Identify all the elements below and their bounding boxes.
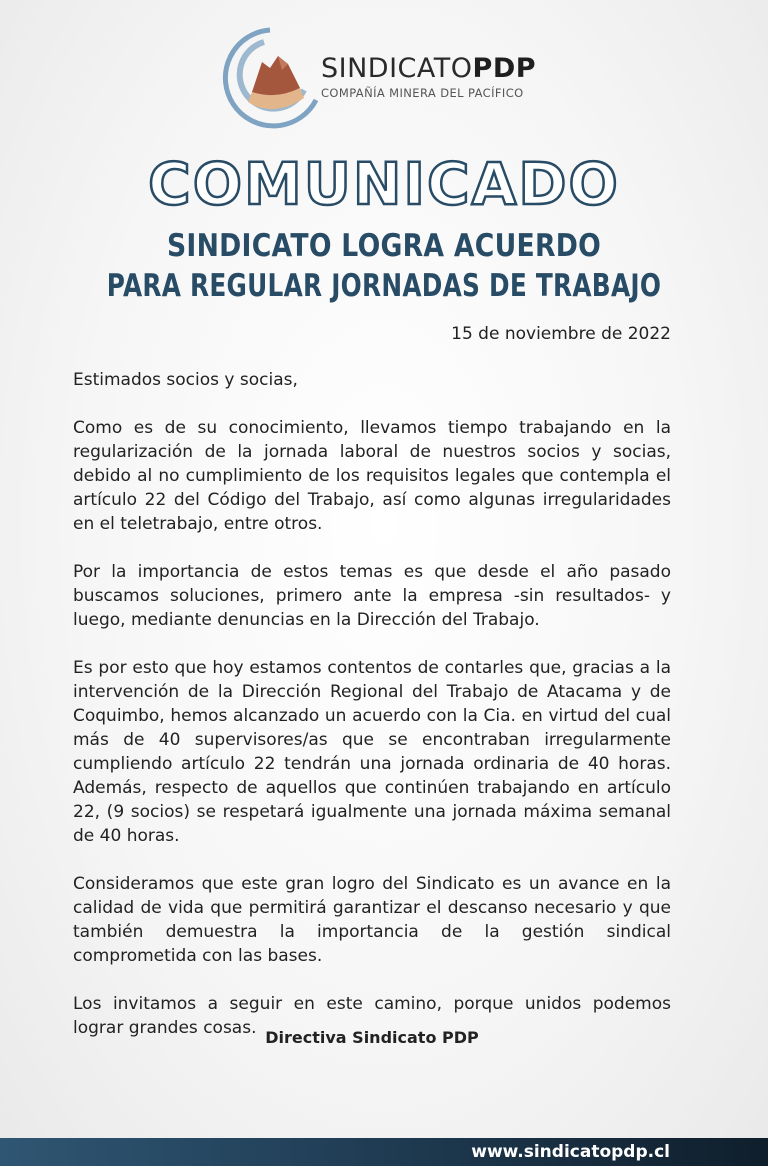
footer-bar xyxy=(0,1138,768,1166)
page-title: COMUNICADO xyxy=(148,150,620,218)
letter-body xyxy=(73,322,671,1040)
footer-website-link[interactable]: www.sindicatopdp.cl xyxy=(471,1142,670,1162)
paragraph-4: Consideramos que este gran logro del Sindicato es un avance en la calidad de vida que permitirá garantizar el descanso necesario y que también demuestra la importancia de la gestión sindical comprometida con las bases. xyxy=(73,874,671,966)
paragraph-1: Como es de su conocimiento, llevamos tiempo trabajando en la regularización de la jornada laboral de nuestros socios y socias, debido al no cumplimiento de los requisitos legales que contempla el artículo 22 del Código del Trabajo, así como algunas irregularidades en el teletrabajo, entre otros. xyxy=(73,418,671,534)
mountain-logo-icon xyxy=(218,26,318,130)
logo xyxy=(218,26,538,130)
paragraph-5: Los invitamos a seguir en este camino, porque unidos podemos lograr grandes cosas. xyxy=(73,994,671,1038)
signature: Directiva Sindicato PDP xyxy=(265,1028,479,1047)
greeting: Estimados socios y socias, xyxy=(73,370,298,390)
headline-line-1: SINDICATO LOGRA ACUERDO xyxy=(166,228,602,264)
paragraph-2: Por la importancia de estos temas es que desde el año pasado buscamos soluciones, primero ante la empresa -sin resultados- y luego, mediante denuncias en la Dirección del Trabajo. xyxy=(73,562,671,630)
headline-line-2: PARA REGULAR JORNADAS DE TRABAJO xyxy=(106,268,662,304)
date: 15 de noviembre de 2022 xyxy=(451,324,671,344)
brand-name-bold: PDP xyxy=(472,53,537,84)
paragraph-3: Es por esto que hoy estamos contentos de contarles que, gracias a la intervención de la Dirección Regional del Trabajo de Atacama y de Coquimbo, hemos alcanzado un acuerdo con la Cia. en virtud del cual más de 40 supervisores/as que se encontraban irregularmente cumpliendo artículo 22 tendrán una jornada ordinaria de 40 horas. Además, respecto de aquellos que continúen trabajando en artículo 22, (9 socios) se respetará igualmente una jornada máxima semanal de 40 horas. xyxy=(73,658,671,846)
headline xyxy=(0,226,768,306)
brand-name-regular: SINDICATO xyxy=(321,53,473,84)
brand-subtitle: COMPAÑÍA MINERA DEL PACÍFICO xyxy=(321,86,524,100)
